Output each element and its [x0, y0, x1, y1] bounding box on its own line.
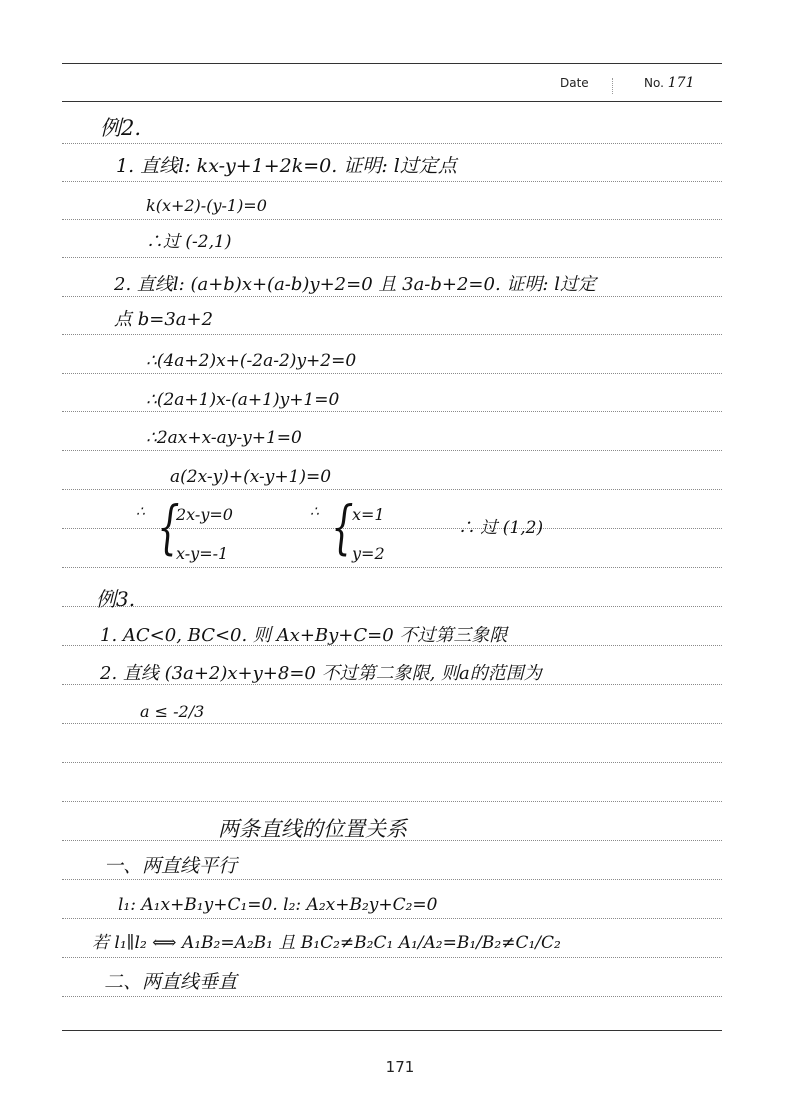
- ruled-line: [62, 567, 722, 568]
- ruled-line: [62, 606, 722, 607]
- therefore-symbol: ∴: [136, 504, 145, 520]
- ruled-line: [62, 723, 722, 724]
- problem-2-2-step-4: a(2x-y)+(x-y+1)=0: [170, 467, 332, 487]
- ruled-line: [62, 879, 722, 880]
- problem-2-2-step-1: ∴(4a+2)x+(-2a-2)y+2=0: [146, 351, 357, 371]
- example-3-heading: 例3.: [96, 587, 136, 611]
- problem-2-1-statement: 1. 直线l: kx-y+1+2k=0. 证明: l过定点: [116, 155, 457, 177]
- ruled-line: [62, 143, 722, 144]
- problem-3-1-statement: 1. AC<0, BC<0. 则 Ax+By+C=0 不过第三象限: [100, 625, 508, 646]
- ruled-line: [62, 450, 722, 451]
- section-title: 两条直线的位置关系: [218, 817, 407, 841]
- line-equations: l₁: A₁x+B₁y+C₁=0. l₂: A₂x+B₂y+C₂=0: [118, 895, 438, 915]
- problem-2-2-conclusion: ∴ 过 (1,2): [458, 518, 544, 538]
- subsection-perpendicular: 二、两直线垂直: [104, 971, 238, 993]
- page-number: 171: [385, 1058, 415, 1076]
- date-label: Date: [560, 76, 589, 90]
- page-no-label: No. 171: [644, 75, 695, 91]
- system-brace-1: {: [157, 493, 180, 561]
- ruled-line: [62, 489, 722, 490]
- subsection-parallel: 一、两直线平行: [104, 855, 238, 877]
- ruled-line: [62, 684, 722, 685]
- parallel-condition: 若 l₁∥l₂ ⟺ A₁B₂=A₂B₁ 且 B₁C₂≠B₂C₁ A₁/A₂=B₁/B₂≠C₁/C₂: [92, 933, 561, 953]
- system-1-eq-1: 2x-y=0: [176, 505, 233, 524]
- header-separator: [612, 78, 613, 94]
- ruled-line: [62, 181, 722, 182]
- top-rule: [62, 63, 722, 64]
- problem-2-1-conclusion: ∴过 (-2,1): [146, 232, 232, 252]
- problem-3-2-answer: a ≤ -2/3: [140, 702, 205, 721]
- system-2-eq-2: y=2: [352, 544, 385, 563]
- problem-2-1-step-1: k(x+2)-(y-1)=0: [146, 196, 267, 215]
- bottom-rule: [62, 1030, 722, 1031]
- system-2-eq-1: x=1: [352, 505, 385, 524]
- page-no-value: 171: [667, 75, 695, 91]
- problem-2-2-statement: 2. 直线l: (a+b)x+(a-b)y+2=0 且 3a-b+2=0. 证明: l过定: [114, 274, 596, 295]
- system-brace-2: {: [331, 493, 354, 561]
- ruled-line: [62, 762, 722, 763]
- problem-2-2-step-2: ∴(2a+1)x-(a+1)y+1=0: [146, 390, 340, 410]
- ruled-line: [62, 996, 722, 997]
- ruled-line: [62, 801, 722, 802]
- ruled-line: [62, 257, 722, 258]
- therefore-symbol: ∴: [310, 504, 319, 520]
- problem-3-2-statement: 2. 直线 (3a+2)x+y+8=0 不过第二象限, 则a的范围为: [100, 663, 542, 684]
- problem-2-2-step-3: ∴2ax+x-ay-y+1=0: [146, 428, 302, 448]
- ruled-line: [62, 411, 722, 412]
- ruled-line: [62, 918, 722, 919]
- ruled-line: [62, 957, 722, 958]
- ruled-line: [62, 296, 722, 297]
- ruled-line: [62, 219, 722, 220]
- header-rule: [62, 101, 722, 102]
- example-2-heading: 例2.: [100, 116, 142, 140]
- ruled-line: [62, 373, 722, 374]
- system-1-eq-2: x-y=-1: [176, 544, 229, 563]
- ruled-line: [62, 334, 722, 335]
- problem-2-2-statement-cont: 点 b=3a+2: [114, 309, 214, 330]
